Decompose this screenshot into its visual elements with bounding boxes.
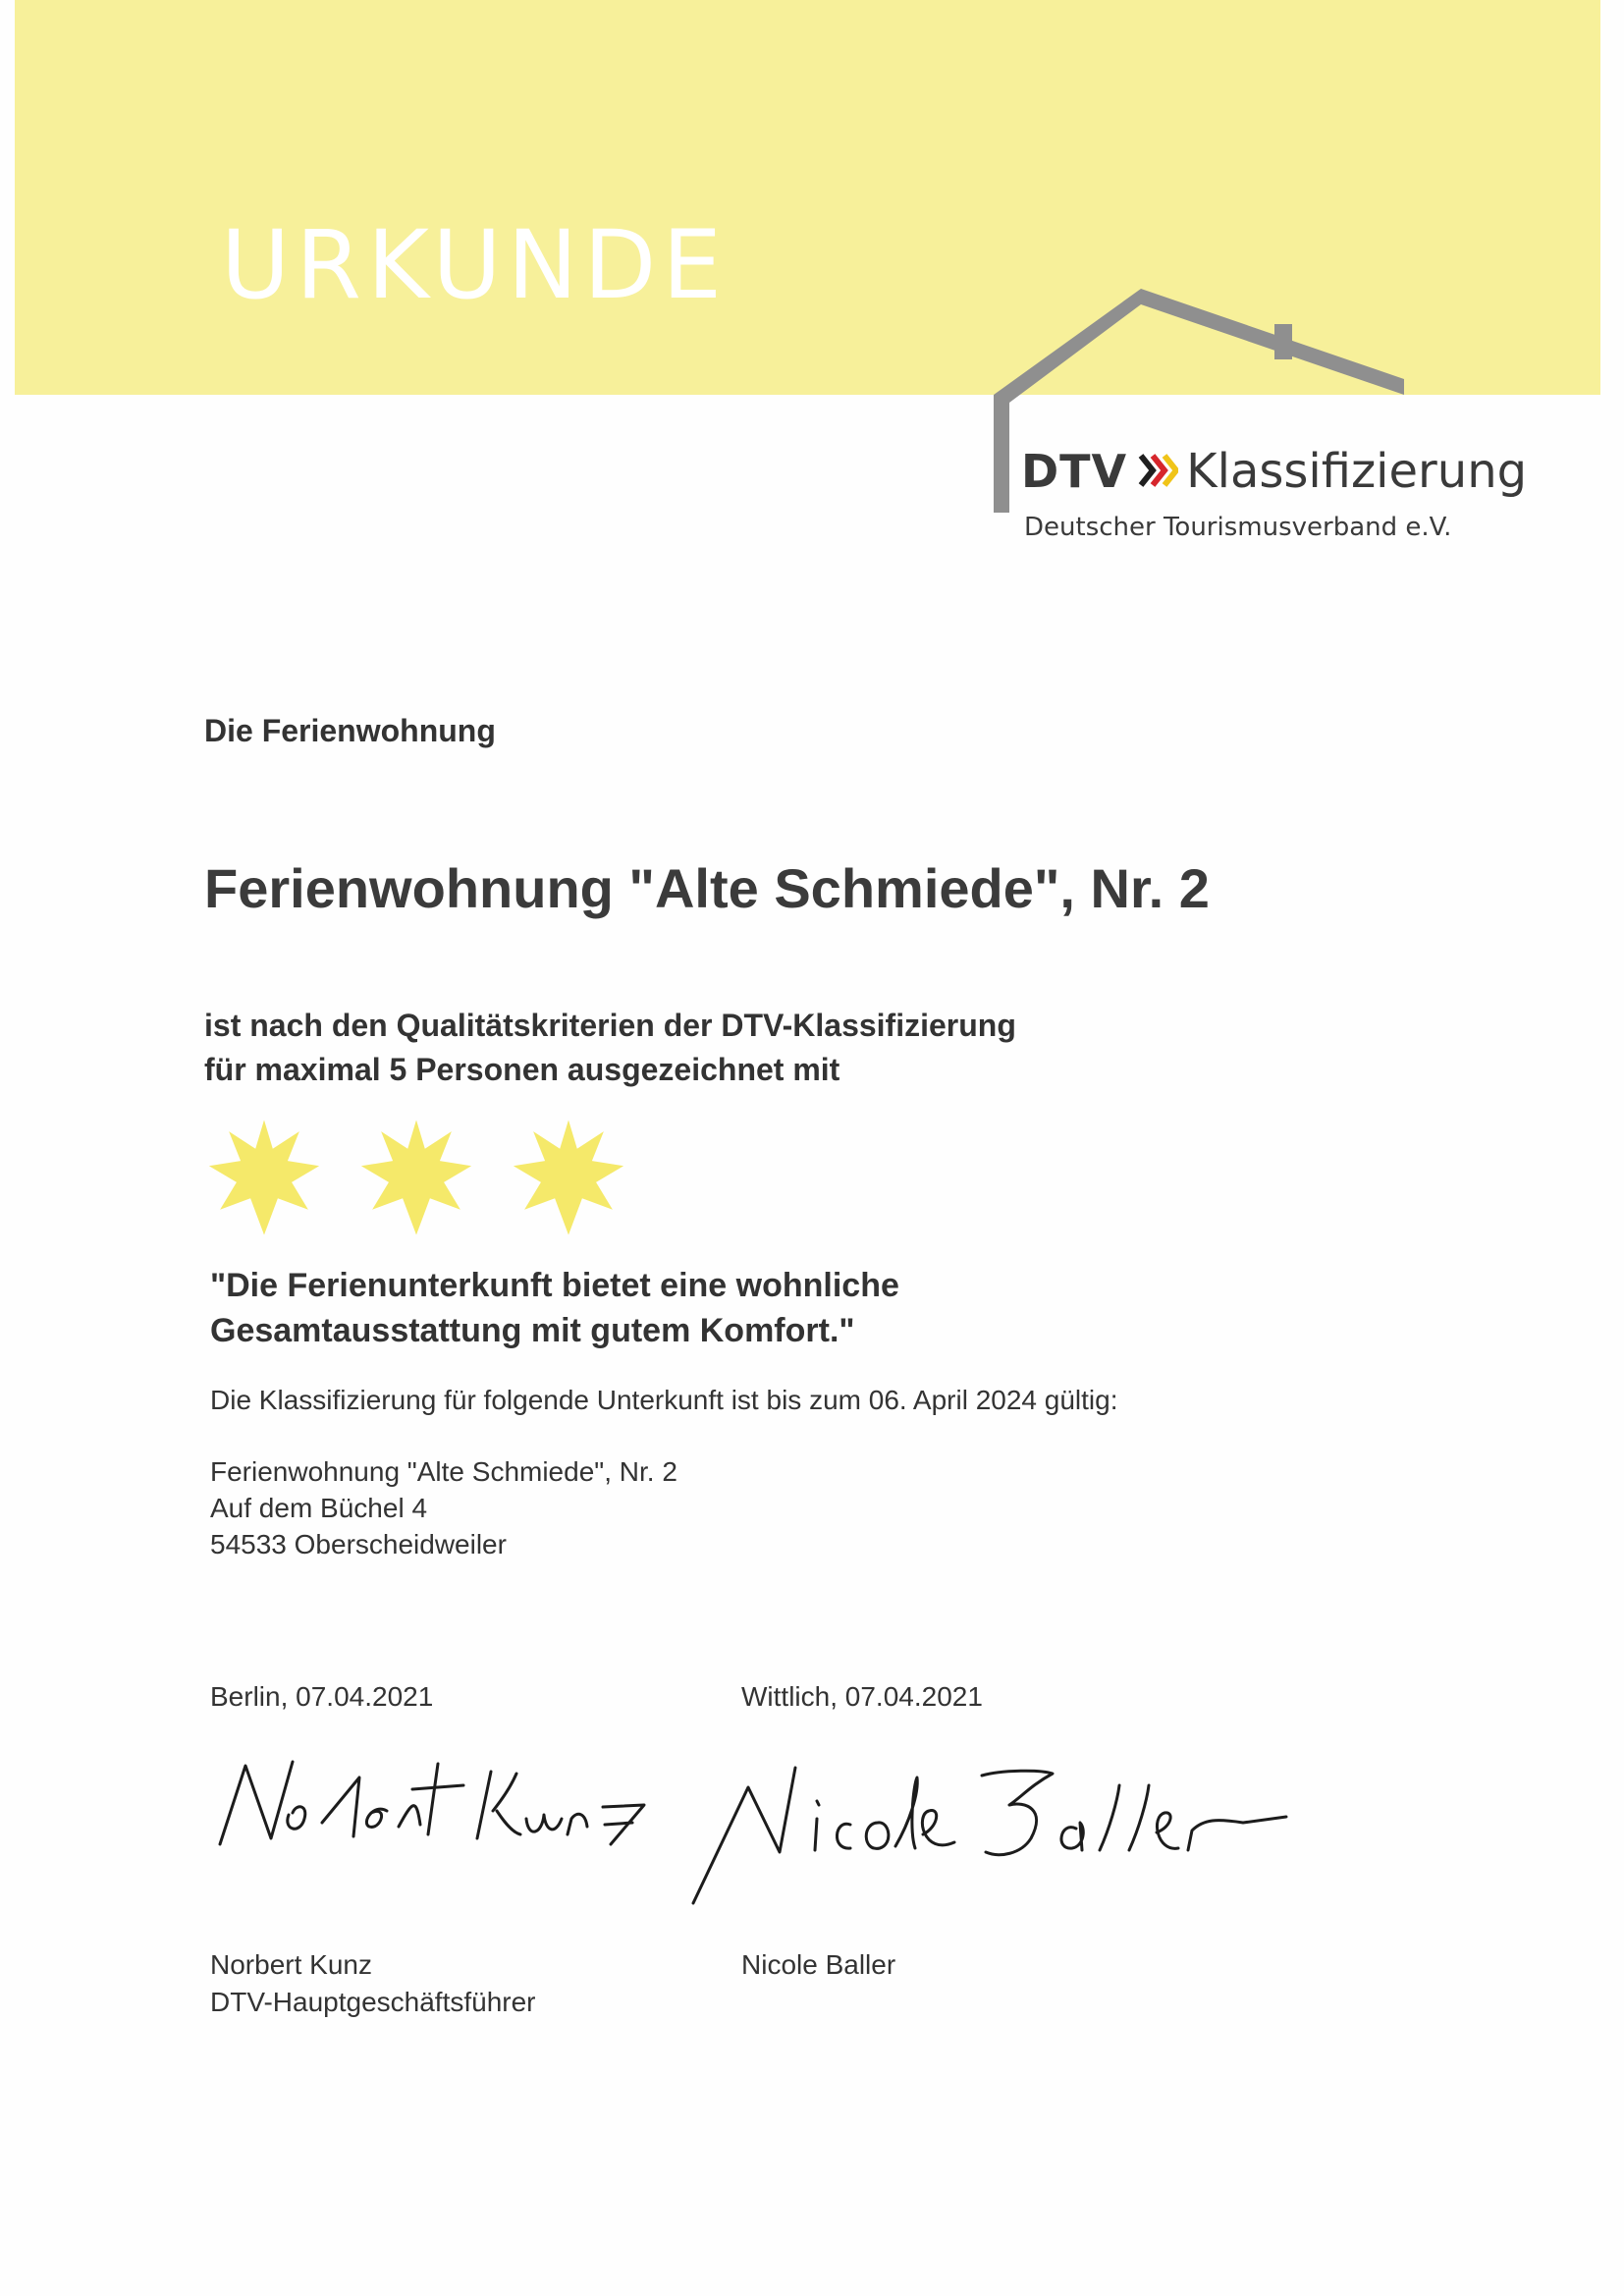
star-icon (204, 1118, 324, 1237)
signature-place-date-right: Wittlich, 07.04.2021 (741, 1681, 983, 1712)
signature-norbert-kunz (206, 1728, 668, 1856)
signer-right (741, 1946, 895, 1984)
signer-left (210, 1946, 536, 2021)
star-rating (204, 1118, 626, 1237)
logo-subtitle: Deutscher Tourismusverband e.V. (1024, 513, 1452, 542)
certificate-title: URKUNDE (221, 210, 728, 320)
signature-nicole-baller (687, 1736, 1296, 1913)
property-name: Ferienwohnung "Alte Schmiede", Nr. 2 (204, 857, 1210, 919)
criteria-line-2: für maximal 5 Personen ausgezeichnet mit (204, 1052, 840, 1087)
signature-place-date-left: Berlin, 07.04.2021 (210, 1681, 434, 1712)
property-address (210, 1453, 677, 1562)
intro-text: Die Ferienwohnung (204, 713, 496, 748)
logo-name: Klassifizierung (1186, 444, 1528, 499)
quote-line-2: Gesamtausstattung mit gutem Komfort." (210, 1312, 855, 1349)
signer-left-name: Norbert Kunz (210, 1949, 372, 1980)
signer-right-name: Nicole Baller (741, 1949, 896, 1980)
criteria-text (204, 1004, 1016, 1092)
star-icon (509, 1118, 628, 1237)
star-icon (356, 1118, 476, 1237)
address-line-2: Auf dem Büchel 4 (210, 1493, 428, 1523)
signer-left-role: DTV-Hauptgeschäftsführer (210, 1987, 536, 2017)
quote-line-1: "Die Ferienunterkunft bietet eine wohnliche (210, 1267, 899, 1304)
dtv-logo (1021, 444, 1527, 499)
address-line-3: 54533 Oberscheidweiler (210, 1529, 507, 1559)
logo-brand: DTV (1021, 445, 1128, 498)
validity-text: Die Klassifizierung für folgende Unterkunft ist bis zum 06. April 2024 gültig: (210, 1385, 1118, 1415)
quality-quote (210, 1263, 899, 1353)
address-line-1: Ferienwohnung "Alte Schmiede", Nr. 2 (210, 1456, 677, 1487)
criteria-line-1: ist nach den Qualitätskriterien der DTV-Klassifizierung (204, 1008, 1016, 1043)
chevrons-icon (1137, 452, 1178, 489)
